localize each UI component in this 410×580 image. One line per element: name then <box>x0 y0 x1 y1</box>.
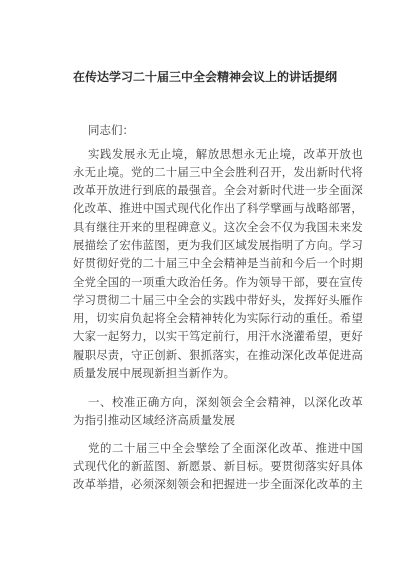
paragraph-line: 用，切实肩负起将全会精神转化为实际行动的重任。希望 <box>73 311 363 325</box>
document-title: 在传达学习二十届三中全会精神会议上的讲话提纲 <box>72 70 337 84</box>
paragraph-line: 全党全国的一项重大政治任务。作为领导干部，要在宣传 <box>73 275 363 289</box>
paragraph-line: 改革举措，必须深刻领会和把握进一步全面深化改革的主 <box>73 477 363 491</box>
paragraph-line: 履职尽责，守正创新、狠抓落实，在推动深化改革促进高 <box>73 348 363 362</box>
paragraph-line: 展描绘了宏伟蓝图，更为我们区域发展指明了方向。学习 <box>73 238 363 252</box>
salutation: 同志们： <box>88 123 134 137</box>
paragraph-line: 具有继往开来的里程碑意义。这次全会不仅为我国未来发 <box>73 220 363 234</box>
paragraph-line: 质量发展中展现新担当新作为。 <box>73 366 236 380</box>
paragraph-line: 化改革、推进中国式现代化作出了科学擘画与战略部署， <box>73 201 363 215</box>
paragraph-line: 实践发展永无止境，解放思想永无止境，改革开放也 <box>88 147 363 161</box>
paragraph-line: 永无止境。党的二十届三中全会胜利召开，发出新时代将 <box>73 165 363 179</box>
section-heading-line: 为指引推动区域经济高质量发展 <box>73 413 236 427</box>
paragraph-line: 党的二十届三中全会擘绘了全面深化改革、推进中国 <box>88 441 363 455</box>
section-heading-line: 一、校准正确方向，深刻领会全会精神，以深化改革 <box>88 395 363 409</box>
paragraph-line: 改革开放进行到底的最强音。全会对新时代进一步全面深 <box>73 183 363 197</box>
paragraph-line: 式现代化的新蓝图、新愿景、新目标。要贯彻落实好具体 <box>73 459 363 473</box>
paragraph-line: 好贯彻好党的二十届三中全会精神是当前和今后一个时期 <box>73 256 363 270</box>
paragraph-line: 大家一起努力，以实干笃定前行，用汗水浇灌希望，更好 <box>73 329 363 343</box>
paragraph-line: 学习贯彻二十届三中全会的实践中带好头，发挥好头雁作 <box>73 293 363 307</box>
